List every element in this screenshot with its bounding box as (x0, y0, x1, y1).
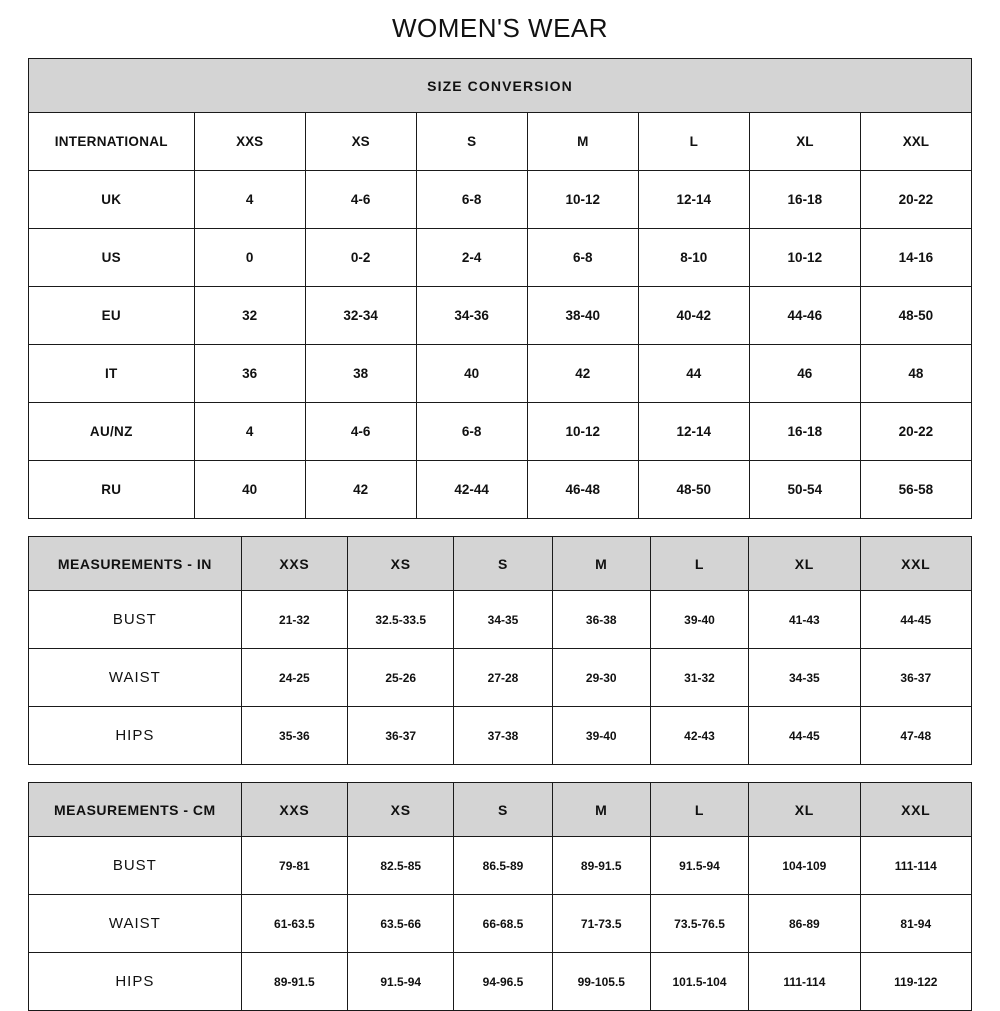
header-cell-international: INTERNATIONAL (29, 113, 195, 171)
cell-cm-bust-m: 89-91.5 (552, 837, 650, 895)
cell-in-bust-xxl: 44-45 (860, 591, 971, 649)
header-cell-cm-xxl: XXL (860, 783, 971, 837)
cell-cm-waist-l: 73.5-76.5 (650, 895, 748, 953)
row-label-cm-hips: HIPS (29, 953, 242, 1011)
table-row (29, 345, 972, 403)
cell-uk-xl: 16-18 (749, 171, 860, 229)
cell-us-xxs: 0 (194, 229, 305, 287)
header-cell-l: L (638, 113, 749, 171)
table-row (29, 953, 972, 1011)
header-cell-cm-xl: XL (749, 783, 860, 837)
header-cell-cm-xs: XS (348, 783, 454, 837)
table-header-row (29, 113, 972, 171)
cell-cm-waist-m: 71-73.5 (552, 895, 650, 953)
row-label-cm-waist: WAIST (29, 895, 242, 953)
cell-eu-s: 34-36 (416, 287, 527, 345)
row-label-us: US (29, 229, 195, 287)
cell-us-s: 2-4 (416, 229, 527, 287)
cell-cm-hips-l: 101.5-104 (650, 953, 748, 1011)
row-label-in-waist: WAIST (29, 649, 242, 707)
cell-uk-xs: 4-6 (305, 171, 416, 229)
cell-eu-xxs: 32 (194, 287, 305, 345)
cell-cm-waist-xxl: 81-94 (860, 895, 971, 953)
header-cell-cm-xxs: XXS (241, 783, 347, 837)
cell-in-bust-l: 39-40 (650, 591, 748, 649)
cell-us-xxl: 14-16 (860, 229, 971, 287)
header-cell-xl: XL (749, 113, 860, 171)
row-label-in-bust: BUST (29, 591, 242, 649)
cell-it-xl: 46 (749, 345, 860, 403)
header-cell-in-m: M (552, 537, 650, 591)
cell-us-xl: 10-12 (749, 229, 860, 287)
cell-in-waist-xl: 34-35 (749, 649, 860, 707)
cell-in-waist-xxs: 24-25 (241, 649, 347, 707)
cell-us-l: 8-10 (638, 229, 749, 287)
page-title: WOMEN'S WEAR (391, 13, 609, 43)
table-row (29, 895, 972, 953)
cell-in-hips-s: 37-38 (454, 707, 552, 765)
row-label-it: IT (29, 345, 195, 403)
cell-in-hips-xs: 36-37 (348, 707, 454, 765)
cell-eu-xs: 32-34 (305, 287, 416, 345)
row-label-cm-bust: BUST (29, 837, 242, 895)
cell-ru-xs: 42 (305, 461, 416, 519)
measurements-inches-table (28, 536, 972, 765)
header-cell-in-xl: XL (749, 537, 860, 591)
cell-in-hips-xxs: 35-36 (241, 707, 347, 765)
cell-uk-l: 12-14 (638, 171, 749, 229)
cell-uk-m: 10-12 (527, 171, 638, 229)
cell-uk-xxs: 4 (194, 171, 305, 229)
cell-it-xs: 38 (305, 345, 416, 403)
measurements-cm-table (28, 782, 972, 1011)
cell-cm-hips-m: 99-105.5 (552, 953, 650, 1011)
cell-cm-bust-xxl: 111-114 (860, 837, 971, 895)
cell-in-waist-l: 31-32 (650, 649, 748, 707)
table-row (29, 287, 972, 345)
cell-cm-bust-xxs: 79-81 (241, 837, 347, 895)
table-row (29, 707, 972, 765)
cell-cm-bust-s: 86.5-89 (454, 837, 552, 895)
size-conversion-banner: SIZE CONVERSION (29, 59, 972, 113)
cell-cm-bust-xl: 104-109 (749, 837, 860, 895)
cell-in-bust-s: 34-35 (454, 591, 552, 649)
cell-us-m: 6-8 (527, 229, 638, 287)
cell-in-bust-m: 36-38 (552, 591, 650, 649)
cell-in-hips-xxl: 47-48 (860, 707, 971, 765)
cell-in-waist-xxl: 36-37 (860, 649, 971, 707)
cell-it-xxl: 48 (860, 345, 971, 403)
cell-cm-waist-s: 66-68.5 (454, 895, 552, 953)
cell-uk-xxl: 20-22 (860, 171, 971, 229)
cell-in-waist-s: 27-28 (454, 649, 552, 707)
table-row (29, 403, 972, 461)
cell-aunz-xl: 16-18 (749, 403, 860, 461)
header-cell-in-xxs: XXS (241, 537, 347, 591)
row-label-uk: UK (29, 171, 195, 229)
table-row (29, 461, 972, 519)
cell-uk-s: 6-8 (416, 171, 527, 229)
table-header-row (29, 783, 972, 837)
header-cell-s: S (416, 113, 527, 171)
cell-aunz-s: 6-8 (416, 403, 527, 461)
header-cell-measurements-in: MEASUREMENTS - IN (29, 537, 242, 591)
table-header-row (29, 537, 972, 591)
cell-aunz-l: 12-14 (638, 403, 749, 461)
cell-ru-l: 48-50 (638, 461, 749, 519)
header-cell-measurements-cm: MEASUREMENTS - CM (29, 783, 242, 837)
row-label-aunz: AU/NZ (29, 403, 195, 461)
cell-aunz-m: 10-12 (527, 403, 638, 461)
cell-cm-waist-xs: 63.5-66 (348, 895, 454, 953)
cell-it-m: 42 (527, 345, 638, 403)
cell-eu-xxl: 48-50 (860, 287, 971, 345)
header-cell-xs: XS (305, 113, 416, 171)
size-conversion-table (28, 58, 972, 519)
cell-eu-xl: 44-46 (749, 287, 860, 345)
cell-eu-m: 38-40 (527, 287, 638, 345)
cell-it-s: 40 (416, 345, 527, 403)
table-row (29, 649, 972, 707)
header-cell-xxs: XXS (194, 113, 305, 171)
cell-ru-xxs: 40 (194, 461, 305, 519)
cell-it-l: 44 (638, 345, 749, 403)
cell-aunz-xxs: 4 (194, 403, 305, 461)
cell-cm-waist-xxs: 61-63.5 (241, 895, 347, 953)
header-cell-in-l: L (650, 537, 748, 591)
header-cell-in-xxl: XXL (860, 537, 971, 591)
cell-in-bust-xl: 41-43 (749, 591, 860, 649)
header-cell-xxl: XXL (860, 113, 971, 171)
cell-in-hips-l: 42-43 (650, 707, 748, 765)
cell-us-xs: 0-2 (305, 229, 416, 287)
cell-ru-xl: 50-54 (749, 461, 860, 519)
cell-cm-hips-xl: 111-114 (749, 953, 860, 1011)
table-row (29, 229, 972, 287)
cell-cm-waist-xl: 86-89 (749, 895, 860, 953)
header-cell-cm-m: M (552, 783, 650, 837)
cell-it-xxs: 36 (194, 345, 305, 403)
table-row (29, 171, 972, 229)
cell-in-bust-xs: 32.5-33.5 (348, 591, 454, 649)
table-row (29, 591, 972, 649)
cell-in-bust-xxs: 21-32 (241, 591, 347, 649)
cell-cm-hips-xxs: 89-91.5 (241, 953, 347, 1011)
cell-cm-bust-l: 91.5-94 (650, 837, 748, 895)
table-banner-row (29, 59, 972, 113)
header-cell-in-s: S (454, 537, 552, 591)
cell-in-hips-m: 39-40 (552, 707, 650, 765)
cell-cm-hips-s: 94-96.5 (454, 953, 552, 1011)
cell-in-waist-xs: 25-26 (348, 649, 454, 707)
cell-in-waist-m: 29-30 (552, 649, 650, 707)
cell-eu-l: 40-42 (638, 287, 749, 345)
table-row (29, 837, 972, 895)
cell-ru-s: 42-44 (416, 461, 527, 519)
row-label-eu: EU (29, 287, 195, 345)
cell-ru-xxl: 56-58 (860, 461, 971, 519)
header-cell-cm-l: L (650, 783, 748, 837)
cell-aunz-xxl: 20-22 (860, 403, 971, 461)
cell-ru-m: 46-48 (527, 461, 638, 519)
cell-aunz-xs: 4-6 (305, 403, 416, 461)
row-label-ru: RU (29, 461, 195, 519)
header-cell-m: M (527, 113, 638, 171)
cell-cm-hips-xxl: 119-122 (860, 953, 971, 1011)
header-cell-cm-s: S (454, 783, 552, 837)
row-label-in-hips: HIPS (29, 707, 242, 765)
cell-cm-bust-xs: 82.5-85 (348, 837, 454, 895)
header-cell-in-xs: XS (348, 537, 454, 591)
cell-cm-hips-xs: 91.5-94 (348, 953, 454, 1011)
cell-in-hips-xl: 44-45 (749, 707, 860, 765)
